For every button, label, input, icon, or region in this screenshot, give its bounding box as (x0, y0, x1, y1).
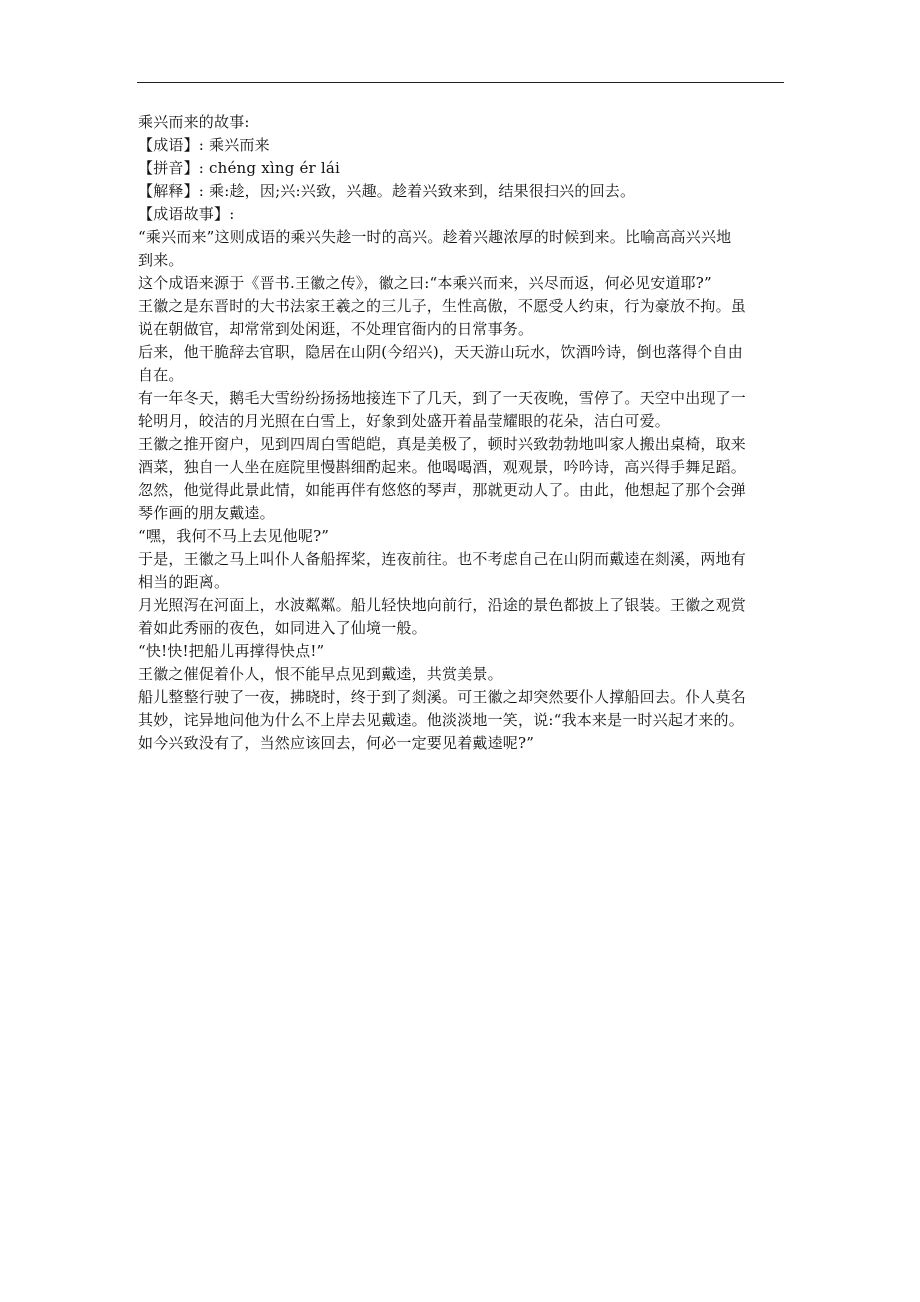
text-line: 酒菜，独自一人坐在庭院里慢斟细酌起来。他喝喝酒，观观景，吟吟诗，高兴得手舞足蹈。 (138, 458, 747, 476)
text-line: “嘿，我何不马上去见他呢?” (138, 527, 330, 545)
text-line: 王徽之是东晋时的大书法家王羲之的三儿子，生性高傲，不愿受人约束，行为豪放不拘。虽 (138, 297, 747, 315)
text-line: “乘兴而来”这则成语的乘兴失趁一时的高兴。趁着兴趣浓厚的时候到来。比喻高高兴兴地 (138, 228, 732, 246)
header-rule (137, 82, 784, 83)
text-line: 乘兴而来的故事: (138, 113, 250, 131)
text-line: 有一年冬天，鹅毛大雪纷纷扬扬地接连下了几天，到了一天夜晚，雪停了。天空中出现了一 (138, 389, 747, 407)
text-line: 【成语】: 乘兴而来 (138, 136, 270, 154)
text-line: 这个成语来源于《晋书.王徽之传》，徽之曰:“本乘兴而来，兴尽而返，何必见安道耶?” (138, 274, 712, 292)
text-line: 相当的距离。 (138, 573, 230, 591)
text-line: 忽然，他觉得此景此情，如能再伴有悠悠的琴声，那就更动人了。由此，他想起了那个会弹 (138, 481, 747, 499)
text-line: 后来，他干脆辞去官职，隐居在山阴(今绍兴)，天天游山玩水，饮酒吟诗，倒也落得个自由 (138, 343, 743, 361)
text-line: 月光照泻在河面上，水波粼粼。船儿轻快地向前行，沿途的景色都披上了银装。王徽之观赏 (138, 596, 747, 614)
text-line: 自在。 (138, 366, 184, 384)
text-line: 说在朝做官，却常常到处闲逛，不处理官衙内的日常事务。 (138, 320, 534, 338)
text-line: 轮明月，皎洁的月光照在白雪上，好象到处盛开着晶莹耀眼的花朵，洁白可爱。 (138, 412, 671, 430)
text-line: 【解释】: 乘:趁，因;兴:兴致，兴趣。趁着兴致来到，结果很扫兴的回去。 (138, 182, 636, 200)
text-line: 船儿整整行驶了一夜，拂晓时，终于到了剡溪。可王徽之却突然要仆人撑船回去。仆人莫名 (138, 688, 747, 706)
text-line: 琴作画的朋友戴逵。 (138, 504, 275, 522)
text-line: 【成语故事】: (138, 205, 235, 223)
text-line: 着如此秀丽的夜色，如同进入了仙境一般。 (138, 619, 427, 637)
document-body (138, 111, 798, 755)
text-line: 于是，王徽之马上叫仆人备船挥桨，连夜前往。也不考虑自己在山阴而戴逵在剡溪，两地有 (138, 550, 747, 568)
text-line: 其妙，诧异地问他为什么不上岸去见戴逵。他淡淡地一笑，说:“我本来是一时兴起才来的。 (138, 711, 744, 729)
text-line: 【拼音】: chéng xìng ér lái (138, 159, 341, 177)
text-line: 如今兴致没有了，当然应该回去，何必一定要见着戴逵呢?” (138, 734, 535, 752)
text-line: 到来。 (138, 251, 184, 269)
text-line: “快!快!把船儿再撑得快点!” (138, 642, 325, 660)
text-line: 王徽之催促着仆人，恨不能早点见到戴逵，共赏美景。 (138, 665, 503, 683)
text-line: 王徽之推开窗户，见到四周白雪皑皑，真是美极了，顿时兴致勃勃地叫家人搬出桌椅，取来 (138, 435, 747, 453)
